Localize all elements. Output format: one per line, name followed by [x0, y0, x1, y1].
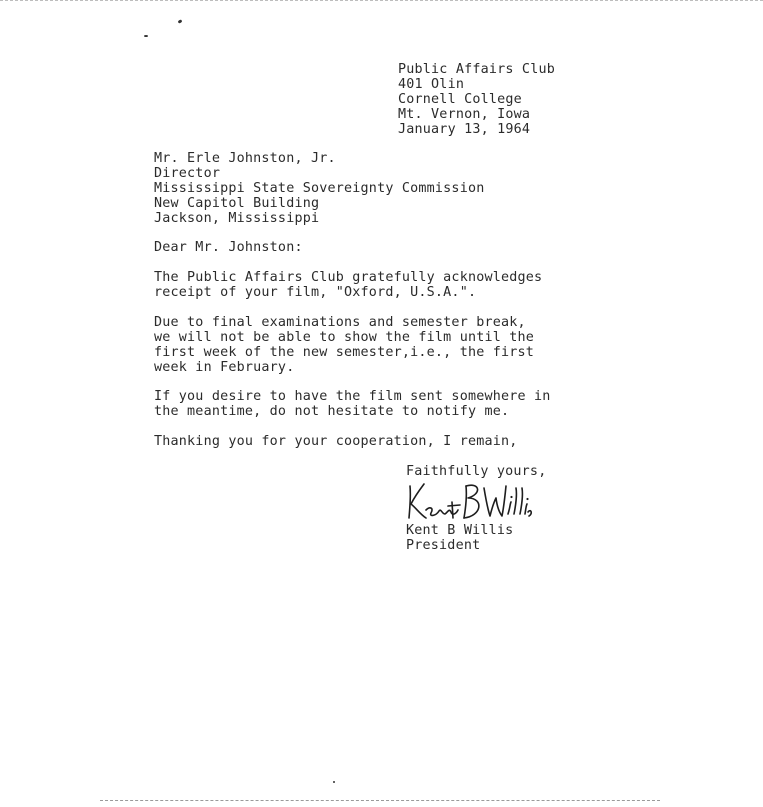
- paragraph-line: week in February.: [154, 360, 295, 375]
- paragraph-line: the meantime, do not hesitate to notify me.: [154, 404, 510, 419]
- paragraph-line: If you desire to have the film sent somewhere in: [154, 389, 551, 404]
- body-paragraph: [154, 389, 551, 419]
- recipient-title: Director: [154, 166, 221, 181]
- paragraph-line: Due to final examinations and semester break,: [154, 315, 526, 330]
- signer-title: President: [406, 538, 481, 553]
- letter-date: January 13, 1964: [398, 122, 531, 137]
- page-top-edge: [0, 0, 763, 1]
- paragraph-line: Thanking you for your cooperation, I remain,: [154, 434, 518, 449]
- paragraph-line: The Public Affairs Club gratefully acknowledges: [154, 270, 543, 285]
- return-address-line: Cornell College: [398, 92, 522, 107]
- paragraph-line: first week of the new semester,i.e., the first: [154, 345, 535, 360]
- paragraph-line: receipt of your film, "Oxford, U.S.A.".: [154, 285, 477, 300]
- recipient-building: New Capitol Building: [154, 196, 320, 211]
- body-paragraph: [154, 270, 542, 300]
- return-address-line: Mt. Vernon, Iowa: [398, 107, 531, 122]
- page-speck: [333, 781, 335, 783]
- signer-name: Kent B Willis: [406, 523, 514, 538]
- recipient-organization: Mississippi State Sovereignty Commission: [154, 181, 485, 196]
- ink-speck: [178, 19, 183, 24]
- body-paragraph: [154, 315, 534, 375]
- complimentary-closing: Faithfully yours,: [406, 464, 547, 479]
- return-address-line: 401 Olin: [398, 77, 465, 92]
- paragraph-line: we will not be able to show the film until the: [154, 330, 535, 345]
- ink-speck: [144, 35, 148, 37]
- return-address: [398, 62, 555, 137]
- recipient-name: Mr. Erle Johnston, Jr.: [154, 151, 336, 166]
- handwritten-signature: [404, 478, 534, 522]
- body-paragraph: [154, 434, 518, 449]
- page-bottom-edge: [100, 800, 660, 801]
- return-address-line: Public Affairs Club: [398, 62, 555, 77]
- salutation: Dear Mr. Johnston:: [154, 240, 303, 255]
- inside-address: [154, 151, 484, 226]
- recipient-city: Jackson, Mississippi: [154, 211, 320, 226]
